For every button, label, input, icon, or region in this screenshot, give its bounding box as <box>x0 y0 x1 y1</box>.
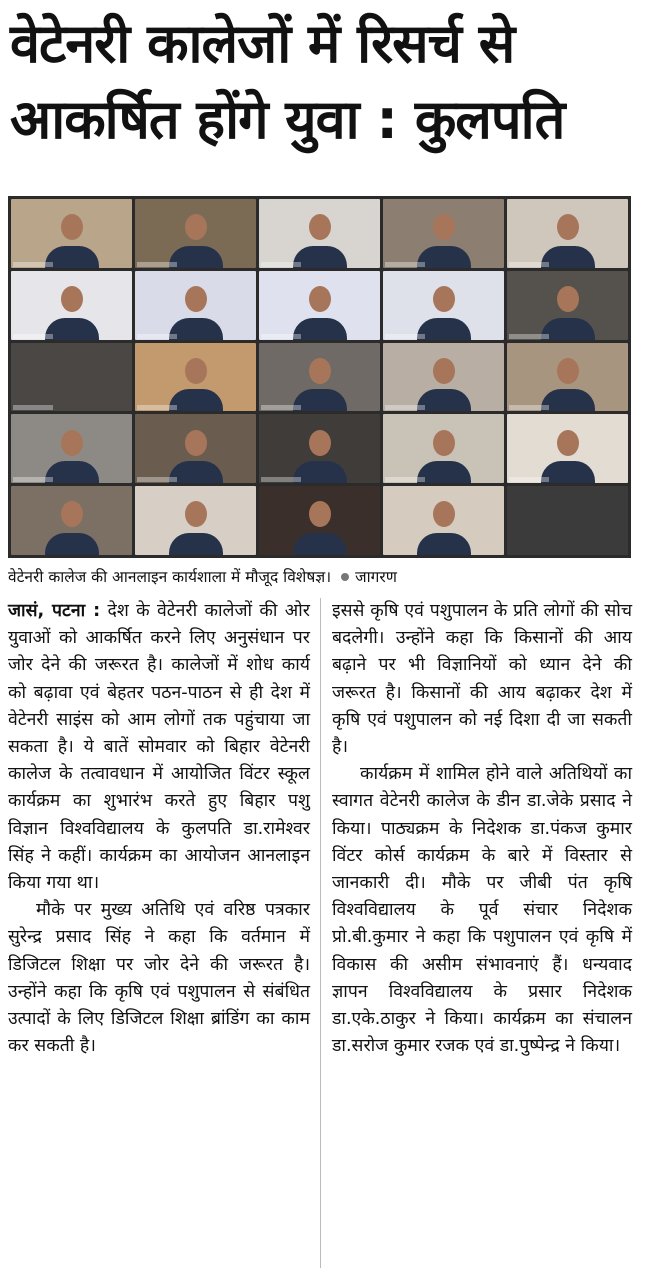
participant-tile <box>11 486 132 555</box>
participant-tile <box>259 199 380 268</box>
participant-tile <box>135 199 256 268</box>
photo-caption <box>8 566 638 588</box>
paragraph-text: देश के वेटेनरी कालेजों की ओर युवाओं को आकर्षित करने लिए अनुसंधान पर जोर देने की जरूरत है। कालेजों में शोध कार्य को बढ़ावा एवं बेहतर पठन-पाठन से ही देश में वेटेनरी साइंस को आम लोगों तक पहुंचाया जा सकता है। ये बातें सोमवार को बिहार वेटेनरी कालेज के तत्वावधान में आयोजित विंटर स्कूल कार्यक्रम का शुभारंभ करते हुए बिहार पशु विज्ञान विश्वविद्यालय के कुलपति डा.रामेश्वर सिंह ने कहीं। कार्यक्रम का आयोजन आनलाइन किया गया था। <box>8 601 310 894</box>
participant-tile <box>383 486 504 555</box>
article-column-right <box>332 598 632 1060</box>
participant-tile <box>135 414 256 483</box>
participant-tile <box>383 343 504 412</box>
participant-tile <box>135 486 256 555</box>
participant-tile <box>383 414 504 483</box>
article-paragraph: मौके पर मुख्य अतिथि एवं वरिष्ठ पत्रकार सुरेन्द्र प्रसाद सिंह ने कहा कि वर्तमान में डिजिटल शिक्षा पर जोर देने की जरूरत है। उन्होंने कहा कि कृषि एवं पशुपालन से संबंधित उत्पादों के लिए डिजिटल शिक्षा ब्रांडिंग का काम कर सकती है। <box>8 900 310 1057</box>
bullet-icon <box>341 573 349 581</box>
participant-tile <box>507 343 628 412</box>
article-paragraph: इससे कृषि एवं पशुपालन के प्रति लोगों की सोच बदलेगी। उन्होंने कहा कि किसानों की आय बढ़ाने पर भी विज्ञानियों को ध्यान देने की जरूरत है। किसानों की आय बढ़ाकर देश में कृषि एवं पशुपालन को नई दिशा दी जा सकती है। <box>332 601 632 758</box>
participant-tile <box>135 343 256 412</box>
participant-tile <box>11 343 132 412</box>
photo-credit: जागरण <box>355 568 397 586</box>
participant-tile <box>383 271 504 340</box>
participant-tile <box>507 414 628 483</box>
article-paragraph <box>8 598 310 897</box>
participant-tile <box>259 486 380 555</box>
participant-tile <box>259 414 380 483</box>
participant-tile <box>507 486 628 555</box>
participant-tile <box>507 271 628 340</box>
headline <box>0 0 649 158</box>
article-paragraph: कार्यक्रम में शामिल होने वाले अतिथियों का स्वागत वेटेनरी कालेज के डीन डा.जेके प्रसाद ने किया। पाठ्यक्रम के निदेशक डा.पंकज कुमार विंटर कोर्स कार्यक्रम के बारे में विस्तार से जानकारी दी। मौके पर जीबी पंत कृषि विश्वविद्यालय के पूर्व संचार निदेशक प्रो.बी.कुमार ने कहा कि पशुपालन एवं कृषि में विकास की असीम संभावनाएं हैं। धन्यवाद ज्ञापन विश्वविद्यालय के प्रसार निदेशक डा.एके.ठाकुर ने किया। कार्यक्रम का संचालन डा.सरोज कुमार रजक एवं डा.पुष्पेन्द्र ने किया। <box>332 764 632 1057</box>
caption-text: वेटेनरी कालेज की आनलाइन कार्यशाला में मौजूद विशेषज्ञ। <box>8 568 332 586</box>
participant-tile <box>259 343 380 412</box>
headline-line-1: वेटेनरी कालेजों में रिसर्च से <box>10 12 515 75</box>
column-divider <box>320 598 321 1268</box>
participant-tile <box>11 414 132 483</box>
participant-tile <box>11 199 132 268</box>
participant-tile <box>259 271 380 340</box>
participant-tile <box>11 271 132 340</box>
video-conference-grid <box>8 196 631 558</box>
participant-tile <box>383 199 504 268</box>
article-column-left <box>8 598 310 1060</box>
headline-line-2: आकर्षित होंगे युवा : कुलपति <box>10 88 565 151</box>
dateline: जासं, पटना : <box>8 601 101 621</box>
news-photo <box>8 196 631 558</box>
participant-tile <box>507 199 628 268</box>
participant-tile <box>135 271 256 340</box>
